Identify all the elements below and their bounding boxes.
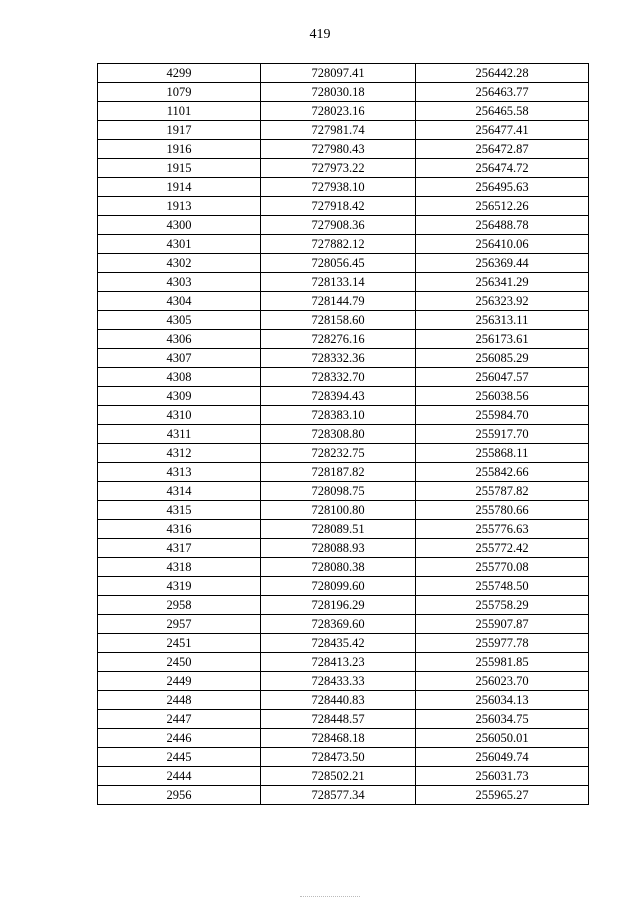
x-coordinate-cell: 728276.16 xyxy=(261,330,416,349)
x-coordinate-cell: 728332.36 xyxy=(261,349,416,368)
point-number-cell: 4314 xyxy=(98,482,261,501)
x-coordinate-cell: 728030.18 xyxy=(261,83,416,102)
table-row xyxy=(98,767,589,786)
table-row xyxy=(98,406,589,425)
point-number-cell: 4319 xyxy=(98,577,261,596)
table-row xyxy=(98,292,589,311)
point-number-cell: 4312 xyxy=(98,444,261,463)
x-coordinate-cell: 728098.75 xyxy=(261,482,416,501)
table-row xyxy=(98,64,589,83)
point-number-cell: 4313 xyxy=(98,463,261,482)
y-coordinate-cell: 256031.73 xyxy=(416,767,589,786)
table-row xyxy=(98,634,589,653)
point-number-cell: 4317 xyxy=(98,539,261,558)
point-number-cell: 1915 xyxy=(98,159,261,178)
y-coordinate-cell: 256495.63 xyxy=(416,178,589,197)
table-row xyxy=(98,729,589,748)
point-number-cell: 4304 xyxy=(98,292,261,311)
table-row xyxy=(98,710,589,729)
table-row xyxy=(98,235,589,254)
point-number-cell: 2447 xyxy=(98,710,261,729)
table-row xyxy=(98,387,589,406)
point-number-cell: 1914 xyxy=(98,178,261,197)
point-number-cell: 1913 xyxy=(98,197,261,216)
table-row xyxy=(98,121,589,140)
table-row xyxy=(98,691,589,710)
point-number-cell: 2956 xyxy=(98,786,261,805)
x-coordinate-cell: 728088.93 xyxy=(261,539,416,558)
table-row xyxy=(98,197,589,216)
point-number-cell: 4311 xyxy=(98,425,261,444)
point-number-cell: 2445 xyxy=(98,748,261,767)
y-coordinate-cell: 256047.57 xyxy=(416,368,589,387)
y-coordinate-cell: 255981.85 xyxy=(416,653,589,672)
y-coordinate-cell: 255977.78 xyxy=(416,634,589,653)
x-coordinate-cell: 727938.10 xyxy=(261,178,416,197)
x-coordinate-cell: 727973.22 xyxy=(261,159,416,178)
y-coordinate-cell: 256369.44 xyxy=(416,254,589,273)
x-coordinate-cell: 727981.74 xyxy=(261,121,416,140)
x-coordinate-cell: 728448.57 xyxy=(261,710,416,729)
table-row xyxy=(98,254,589,273)
y-coordinate-cell: 256463.77 xyxy=(416,83,589,102)
x-coordinate-cell: 728332.70 xyxy=(261,368,416,387)
table-row xyxy=(98,425,589,444)
bottom-mark xyxy=(300,896,360,897)
table-row xyxy=(98,330,589,349)
table-row xyxy=(98,501,589,520)
table-row xyxy=(98,349,589,368)
y-coordinate-cell: 256474.72 xyxy=(416,159,589,178)
table-row xyxy=(98,558,589,577)
table-row xyxy=(98,216,589,235)
point-number-cell: 2958 xyxy=(98,596,261,615)
y-coordinate-cell: 256465.58 xyxy=(416,102,589,121)
table-row xyxy=(98,83,589,102)
y-coordinate-cell: 255776.63 xyxy=(416,520,589,539)
y-coordinate-cell: 256341.29 xyxy=(416,273,589,292)
y-coordinate-cell: 256023.70 xyxy=(416,672,589,691)
table-row xyxy=(98,463,589,482)
x-coordinate-cell: 728133.14 xyxy=(261,273,416,292)
y-coordinate-cell: 255772.42 xyxy=(416,539,589,558)
table-row xyxy=(98,786,589,805)
x-coordinate-cell: 728413.23 xyxy=(261,653,416,672)
table-row xyxy=(98,368,589,387)
point-number-cell: 4302 xyxy=(98,254,261,273)
x-coordinate-cell: 728435.42 xyxy=(261,634,416,653)
y-coordinate-cell: 256038.56 xyxy=(416,387,589,406)
x-coordinate-cell: 728158.60 xyxy=(261,311,416,330)
table-row xyxy=(98,653,589,672)
y-coordinate-cell: 256313.11 xyxy=(416,311,589,330)
x-coordinate-cell: 728383.10 xyxy=(261,406,416,425)
y-coordinate-cell: 255907.87 xyxy=(416,615,589,634)
x-coordinate-cell: 727882.12 xyxy=(261,235,416,254)
x-coordinate-cell: 728023.16 xyxy=(261,102,416,121)
point-number-cell: 4318 xyxy=(98,558,261,577)
x-coordinate-cell: 728056.45 xyxy=(261,254,416,273)
point-number-cell: 2957 xyxy=(98,615,261,634)
y-coordinate-cell: 255770.08 xyxy=(416,558,589,577)
table-row xyxy=(98,520,589,539)
x-coordinate-cell: 728089.51 xyxy=(261,520,416,539)
point-number-cell: 4305 xyxy=(98,311,261,330)
table-row xyxy=(98,273,589,292)
y-coordinate-cell: 255917.70 xyxy=(416,425,589,444)
y-coordinate-cell: 256512.26 xyxy=(416,197,589,216)
x-coordinate-cell: 728394.43 xyxy=(261,387,416,406)
y-coordinate-cell: 255984.70 xyxy=(416,406,589,425)
x-coordinate-cell: 728308.80 xyxy=(261,425,416,444)
point-number-cell: 4307 xyxy=(98,349,261,368)
table-row xyxy=(98,178,589,197)
x-coordinate-cell: 728473.50 xyxy=(261,748,416,767)
table-row xyxy=(98,311,589,330)
y-coordinate-cell: 256050.01 xyxy=(416,729,589,748)
point-number-cell: 2444 xyxy=(98,767,261,786)
y-coordinate-cell: 256085.29 xyxy=(416,349,589,368)
y-coordinate-cell: 255780.66 xyxy=(416,501,589,520)
point-number-cell: 4301 xyxy=(98,235,261,254)
point-number-cell: 4309 xyxy=(98,387,261,406)
x-coordinate-cell: 727980.43 xyxy=(261,140,416,159)
x-coordinate-cell: 728100.80 xyxy=(261,501,416,520)
table-row xyxy=(98,596,589,615)
point-number-cell: 4315 xyxy=(98,501,261,520)
y-coordinate-cell: 256442.28 xyxy=(416,64,589,83)
table-row xyxy=(98,159,589,178)
x-coordinate-cell: 728080.38 xyxy=(261,558,416,577)
x-coordinate-cell: 728187.82 xyxy=(261,463,416,482)
y-coordinate-cell: 255965.27 xyxy=(416,786,589,805)
point-number-cell: 4310 xyxy=(98,406,261,425)
y-coordinate-cell: 256049.74 xyxy=(416,748,589,767)
table-row xyxy=(98,748,589,767)
coordinates-table-body xyxy=(98,64,589,805)
point-number-cell: 1917 xyxy=(98,121,261,140)
point-number-cell: 1916 xyxy=(98,140,261,159)
x-coordinate-cell: 728502.21 xyxy=(261,767,416,786)
y-coordinate-cell: 255758.29 xyxy=(416,596,589,615)
x-coordinate-cell: 728099.60 xyxy=(261,577,416,596)
point-number-cell: 4306 xyxy=(98,330,261,349)
y-coordinate-cell: 255842.66 xyxy=(416,463,589,482)
point-number-cell: 2446 xyxy=(98,729,261,748)
table-row xyxy=(98,615,589,634)
x-coordinate-cell: 728144.79 xyxy=(261,292,416,311)
point-number-cell: 2451 xyxy=(98,634,261,653)
x-coordinate-cell: 728577.34 xyxy=(261,786,416,805)
x-coordinate-cell: 728440.83 xyxy=(261,691,416,710)
x-coordinate-cell: 727908.36 xyxy=(261,216,416,235)
table-row xyxy=(98,482,589,501)
x-coordinate-cell: 727918.42 xyxy=(261,197,416,216)
table-row xyxy=(98,140,589,159)
y-coordinate-cell: 255868.11 xyxy=(416,444,589,463)
y-coordinate-cell: 256410.06 xyxy=(416,235,589,254)
x-coordinate-cell: 728369.60 xyxy=(261,615,416,634)
x-coordinate-cell: 728433.33 xyxy=(261,672,416,691)
y-coordinate-cell: 256477.41 xyxy=(416,121,589,140)
point-number-cell: 1079 xyxy=(98,83,261,102)
table-row xyxy=(98,672,589,691)
point-number-cell: 4300 xyxy=(98,216,261,235)
point-number-cell: 4308 xyxy=(98,368,261,387)
table-row xyxy=(98,444,589,463)
y-coordinate-cell: 256488.78 xyxy=(416,216,589,235)
x-coordinate-cell: 728232.75 xyxy=(261,444,416,463)
point-number-cell: 2450 xyxy=(98,653,261,672)
y-coordinate-cell: 255787.82 xyxy=(416,482,589,501)
table-row xyxy=(98,539,589,558)
x-coordinate-cell: 728196.29 xyxy=(261,596,416,615)
point-number-cell: 2448 xyxy=(98,691,261,710)
y-coordinate-cell: 256472.87 xyxy=(416,140,589,159)
coordinates-table xyxy=(97,63,589,805)
point-number-cell: 4299 xyxy=(98,64,261,83)
y-coordinate-cell: 256323.92 xyxy=(416,292,589,311)
y-coordinate-cell: 256034.75 xyxy=(416,710,589,729)
point-number-cell: 4316 xyxy=(98,520,261,539)
point-number-cell: 4303 xyxy=(98,273,261,292)
x-coordinate-cell: 728097.41 xyxy=(261,64,416,83)
point-number-cell: 1101 xyxy=(98,102,261,121)
y-coordinate-cell: 256173.61 xyxy=(416,330,589,349)
y-coordinate-cell: 256034.13 xyxy=(416,691,589,710)
y-coordinate-cell: 255748.50 xyxy=(416,577,589,596)
table-row xyxy=(98,102,589,121)
page-number: 419 xyxy=(309,27,331,42)
x-coordinate-cell: 728468.18 xyxy=(261,729,416,748)
point-number-cell: 2449 xyxy=(98,672,261,691)
table-row xyxy=(98,577,589,596)
